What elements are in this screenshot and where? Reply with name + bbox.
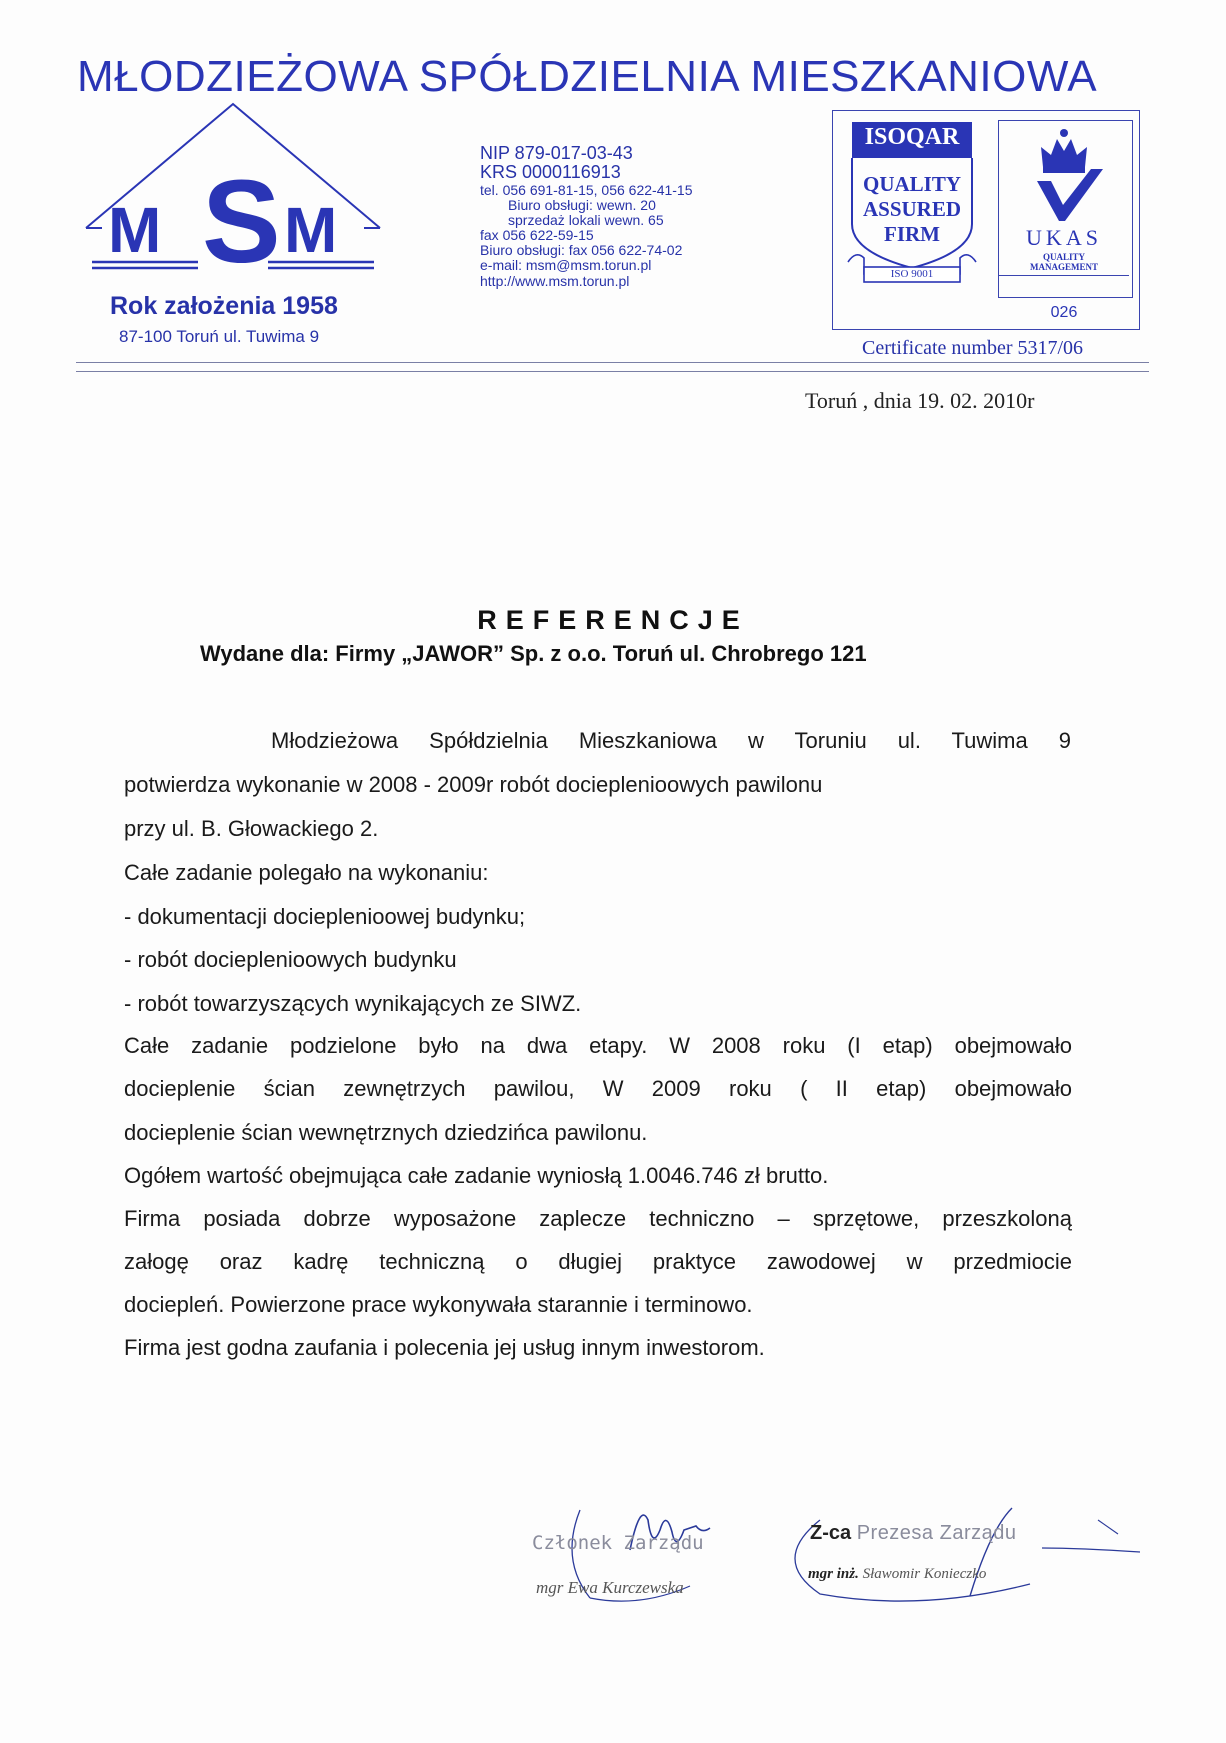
body-line-6: - robót docieplenioowych budynku [124, 947, 457, 972]
body-line-4: Całe zadanie polegało na wykonaniu: [124, 860, 489, 885]
header-divider-top [76, 362, 1149, 363]
body-line-3: przy ul. B. Głowackiego 2. [124, 816, 379, 841]
ukas-line2: MANAGEMENT [1030, 261, 1098, 272]
msm-logo [78, 100, 388, 300]
ukas-text [999, 253, 1129, 273]
left-signature-block [520, 1490, 780, 1610]
body-line-14: dociepleń. Powierzone prace wykonywała starannie i terminowo. [124, 1292, 753, 1317]
ukas-brand: UKAS [1026, 225, 1102, 250]
document-title: REFERENCJE [477, 605, 749, 635]
body-line-5: - dokumentacji docieplenioowej budynku; [124, 904, 526, 929]
founded-year: Rok założenia 1958 [110, 292, 338, 320]
email-address: e-mail: msm@msm.torun.pl [480, 257, 652, 274]
body-line-15: Firma jest godna zaufania i polecenia jej usług innym inwestorom. [124, 1335, 765, 1360]
body-line-11: Ogółem wartość obejmująca całe zadanie wyniosłą 1.0046.746 zł brutto. [124, 1163, 829, 1188]
isoqar-badge [842, 120, 982, 298]
right-signer-name [808, 1566, 986, 1583]
krs-number: KRS 0000116913 [480, 162, 621, 183]
right-signature-block [780, 1500, 1150, 1610]
certificate-number: Certificate number 5317/06 [862, 337, 1084, 359]
right-stamp-oval-icon [780, 1500, 1150, 1610]
isoqar-text [852, 172, 972, 248]
isoqar-line3: FIRM [884, 222, 940, 247]
company-address: 87-100 Toruń ul. Tuwima 9 [119, 327, 320, 346]
right-signer-role [810, 1522, 1016, 1545]
sales-extension: sprzedaż lokali wewn. 65 [508, 212, 664, 229]
ukas-code: 026 [1050, 304, 1078, 321]
right-role-text: Prezesa Zarządu [856, 1522, 1017, 1544]
nip-number: NIP 879-017-03-43 [480, 143, 633, 163]
body-line-8: Całe zadanie podzielone było na dwa etapy. W 2008 roku (I etap) obejmowało [124, 1033, 1072, 1058]
isoqar-brand: ISOQAR [864, 124, 960, 150]
organization-name: MŁODZIEŻOWA SPÓŁDZIELNIA MIESZKANIOWA [77, 52, 1098, 101]
body-line-10: docieplenie ścian wewnętrznych dziedzińca pawilonu. [124, 1120, 648, 1145]
isoqar-line1: QUALITY [862, 172, 962, 196]
left-signer-role: Członek Zarządu [532, 1532, 704, 1554]
issued-for-line: Wydane dla: Firmy „JAWOR” Sp. z o.o. Toruń ul. Chrobrego 121 [200, 641, 867, 666]
iso-standard: ISO 9001 [890, 268, 934, 280]
body-line-7: - robót towarzyszących wynikających ze SIWZ. [124, 991, 582, 1016]
body-line-1: Młodzieżowa Spółdzielnia Mieszkaniowa w Toruniu ul. Tuwima 9 [271, 728, 1071, 753]
website-url: http://www.msm.torun.pl [480, 272, 630, 289]
body-line-2: potwierdza wykonanie w 2008 - 2009r robót docieplenioowych pawilonu [124, 772, 823, 797]
svg-text:M: M [284, 194, 338, 266]
ukas-divider [999, 275, 1129, 276]
house-roof-logo-icon [78, 100, 388, 300]
phone-numbers: tel. 056 691-81-15, 056 622-41-15 [480, 181, 693, 198]
svg-text:M: M [108, 194, 162, 266]
ukas-line1: QUALITY [1042, 252, 1085, 262]
crown-check-icon [999, 121, 1129, 221]
fax-number: fax 056 622-59-15 [480, 227, 594, 244]
svg-text:S: S [202, 156, 281, 288]
left-signer-name: mgr Ewa Kurczewska [536, 1578, 684, 1597]
right-name-text: Sławomir Konieczko [862, 1566, 987, 1582]
header-divider-bottom [76, 371, 1149, 372]
body-line-9: docieplenie ścian zewnętrzych pawilou, W 2009 roku ( II etap) obejmowało [124, 1076, 1072, 1101]
body-line-13: załogę oraz kadrę techniczną o długiej praktyce zawodowej w przedmiocie [124, 1249, 1072, 1274]
isoqar-line2: ASSURED [862, 197, 962, 222]
contact-block [480, 144, 693, 289]
body-line-12: Firma posiada dobrze wyposażone zaplecze techniczno – sprzętowe, przeszkoloną [124, 1206, 1072, 1231]
office-extension: Biuro obsługi: wewn. 20 [508, 196, 656, 213]
office-fax-number: Biuro obsługi: fax 056 622-74-02 [480, 242, 683, 259]
date-place: Toruń , dnia 19. 02. 2010r [805, 388, 1035, 413]
ukas-badge [998, 120, 1133, 321]
right-name-prefix: mgr inż. [808, 1566, 859, 1582]
right-role-prefix: Z-ca [810, 1522, 852, 1544]
